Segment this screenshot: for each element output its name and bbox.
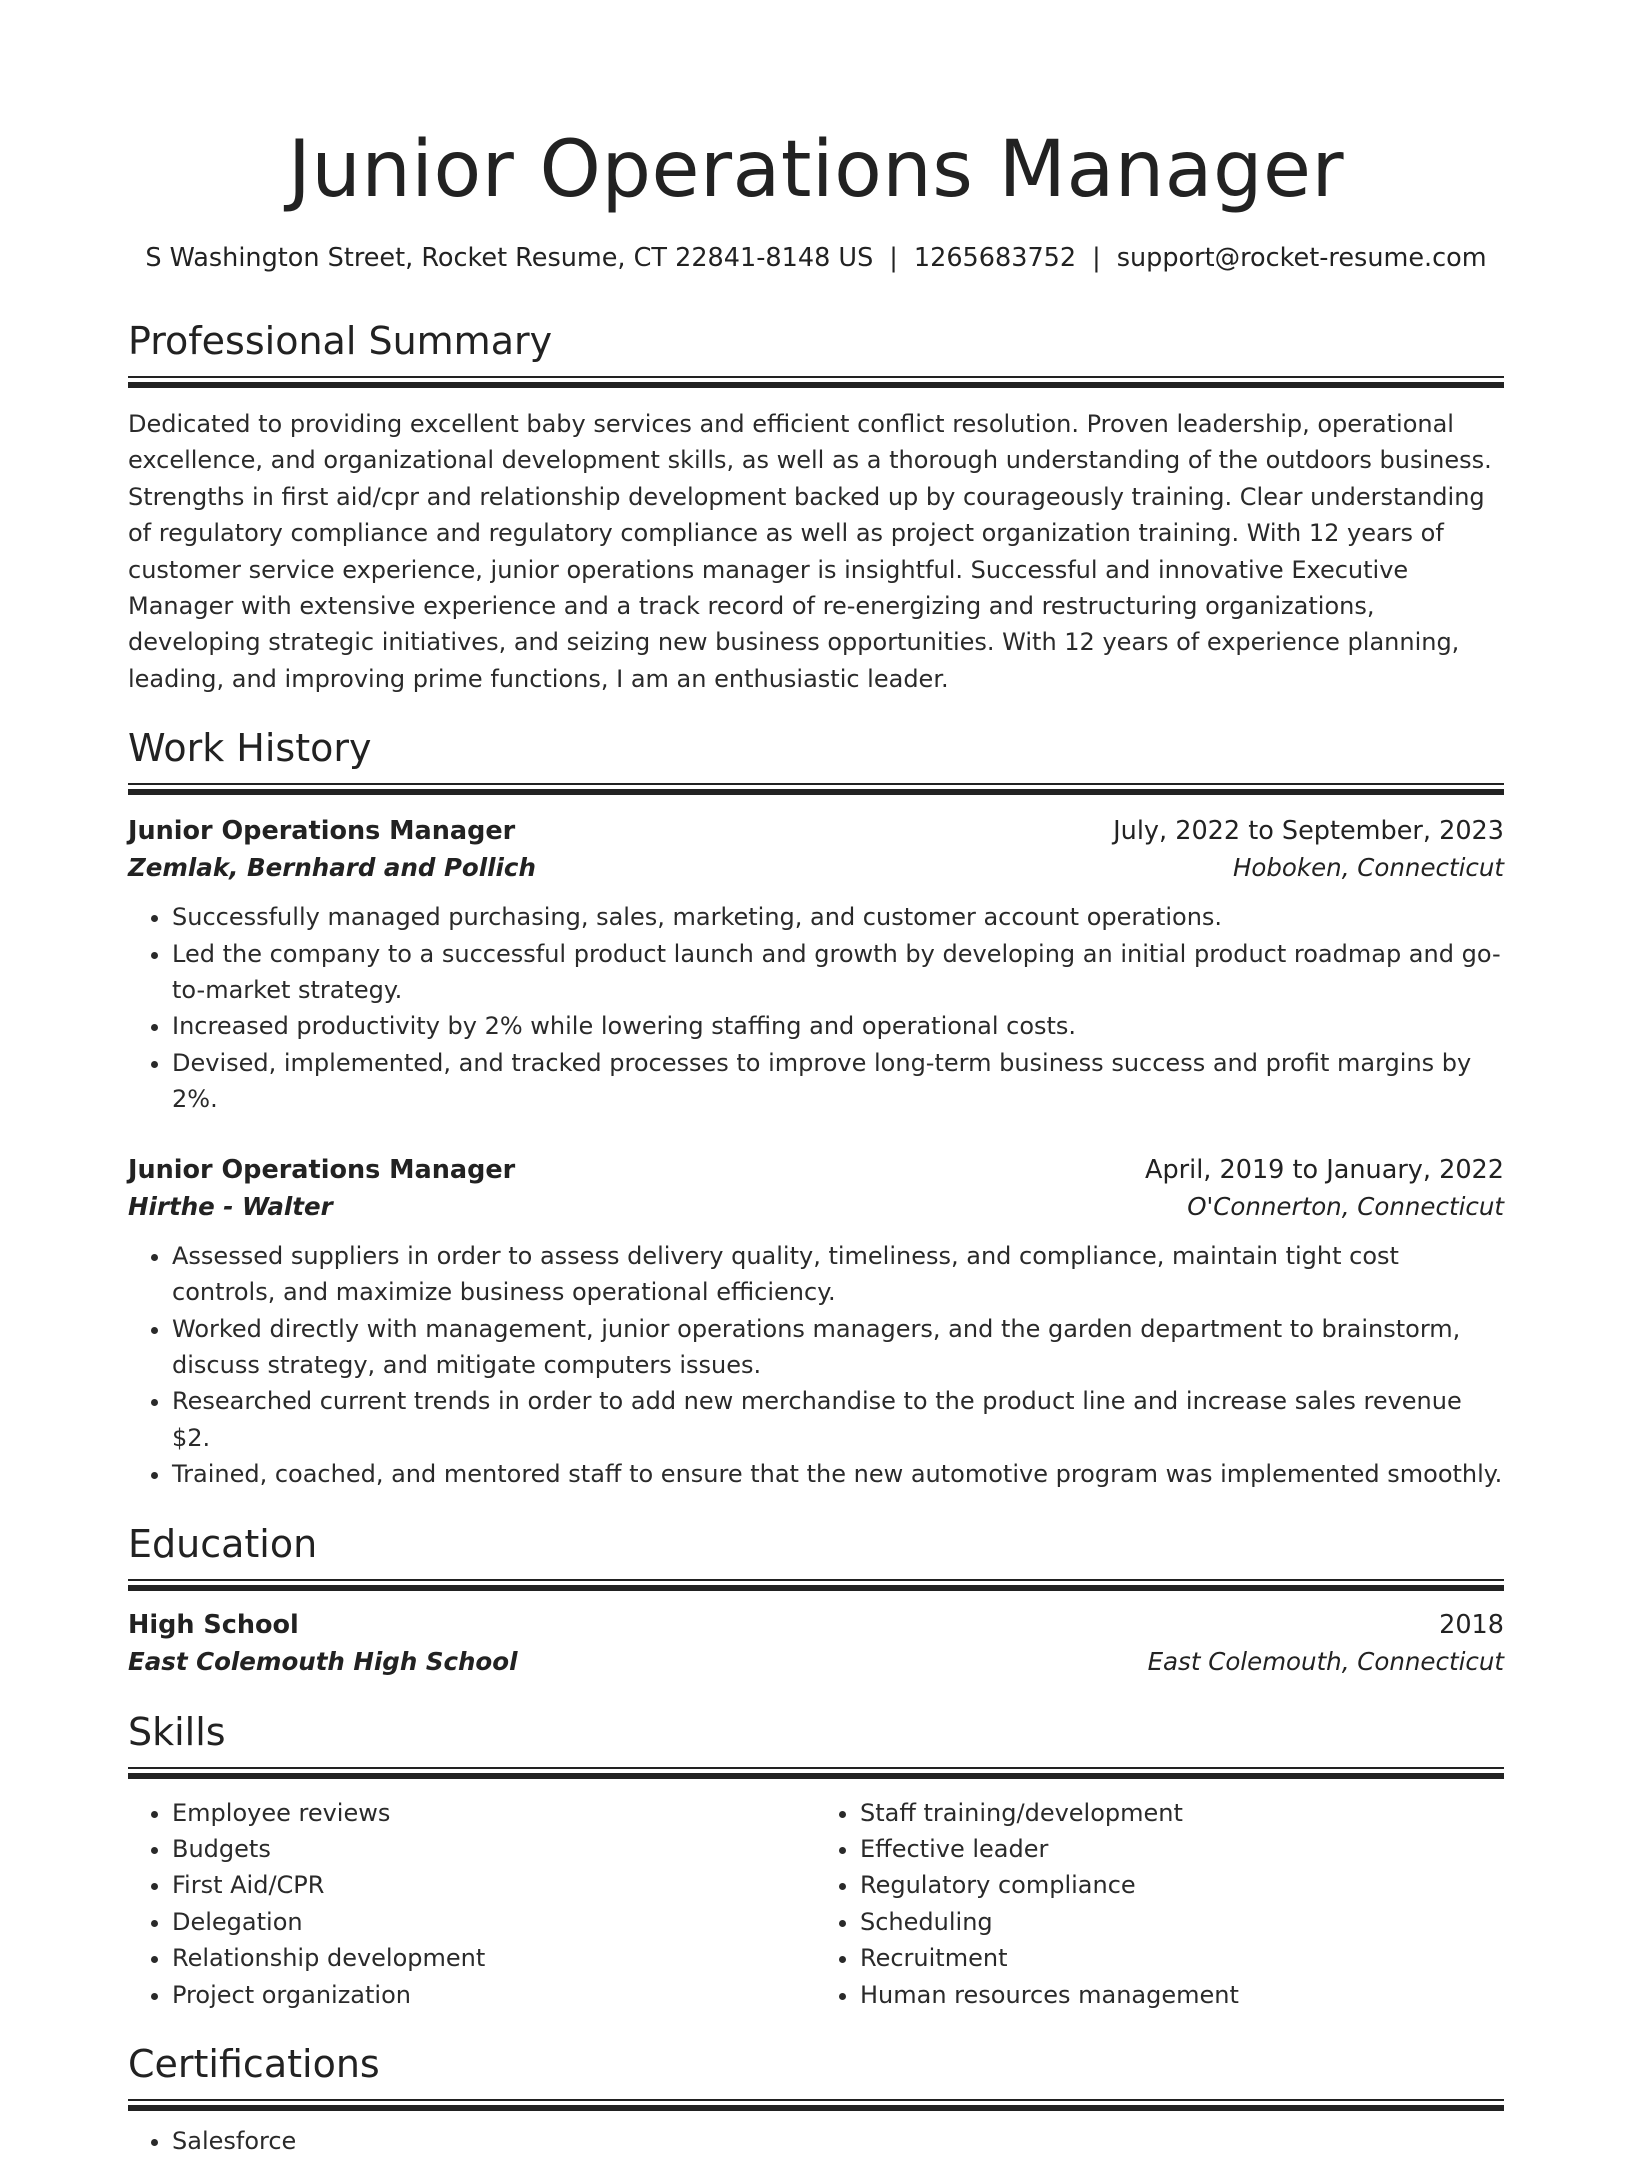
job-bullet: • Increased productivity by 2% while lowering staffing and operational costs. xyxy=(172,1008,1504,1044)
skills-columns xyxy=(128,1795,1504,2013)
section-divider xyxy=(128,783,1504,795)
summary-section xyxy=(128,316,1504,697)
section-title-skills: Skills xyxy=(128,1709,226,1754)
skills-section xyxy=(128,1707,1504,2013)
education-degree: High School xyxy=(128,1609,299,1640)
job-header-row xyxy=(128,1152,1504,1188)
education-section xyxy=(128,1519,1504,1681)
job-location: Hoboken, Connecticut xyxy=(1232,853,1504,883)
job-bullet: • Assessed suppliers in order to assess delivery quality, timeliness, and compliance, maintain tight cost controls, and maximize business operational efficiency. xyxy=(172,1238,1504,1311)
skill-item: • Employee reviews xyxy=(172,1795,816,1831)
job-dates: April, 2019 to January, 2022 xyxy=(1145,1154,1504,1185)
section-divider xyxy=(128,1579,1504,1591)
education-year: 2018 xyxy=(1439,1609,1504,1640)
contact-separator: | xyxy=(1092,243,1101,273)
skill-item: • First Aid/CPR xyxy=(172,1867,816,1903)
skill-item: • Scheduling xyxy=(860,1904,1504,1940)
contact-address: S Washington Street, Rocket Resume, CT 22841-8148 US xyxy=(145,243,874,273)
section-divider xyxy=(128,376,1504,388)
job-entry xyxy=(128,813,1504,1117)
skill-item: • Human resources management xyxy=(860,1977,1504,2013)
certifications-list xyxy=(128,2123,1504,2159)
skill-item: • Budgets xyxy=(172,1831,816,1867)
skill-item: • Recruitment xyxy=(860,1940,1504,1976)
education-header-row xyxy=(128,1607,1504,1643)
skill-item: • Delegation xyxy=(172,1904,816,1940)
section-title-work-history: Work History xyxy=(128,726,372,771)
job-company-row xyxy=(128,849,1504,887)
job-company: Zemlak, Bernhard and Pollich xyxy=(128,853,536,883)
certification-item: • Salesforce xyxy=(172,2123,1504,2159)
contact-phone: 1265683752 xyxy=(913,243,1077,273)
skills-list-right xyxy=(816,1795,1504,2013)
section-title-education: Education xyxy=(128,1521,318,1566)
section-title-summary: Professional Summary xyxy=(128,319,553,363)
section-divider xyxy=(128,2099,1504,2111)
skill-item: • Regulatory compliance xyxy=(860,1867,1504,1903)
skill-item: • Effective leader xyxy=(860,1831,1504,1867)
contact-line xyxy=(128,240,1504,276)
skills-list-left xyxy=(128,1795,816,2013)
job-header-row xyxy=(128,813,1504,849)
job-bullet: • Researched current trends in order to add new merchandise to the product line and increase sales revenue $2. xyxy=(172,1383,1504,1456)
contact-email: support@rocket-resume.com xyxy=(1116,243,1487,273)
job-bullet: • Trained, coached, and mentored staff to ensure that the new automotive program was implemented smoothly. xyxy=(172,1456,1504,1492)
skill-item: • Project organization xyxy=(172,1977,816,2013)
contact-separator: | xyxy=(889,243,898,273)
job-bullet: • Devised, implemented, and tracked processes to improve long-term business success and profit margins by 2%. xyxy=(172,1045,1504,1118)
skill-item: • Relationship development xyxy=(172,1940,816,1976)
skill-item: • Staff training/development xyxy=(860,1795,1504,1831)
education-entry xyxy=(128,1607,1504,1681)
education-location: East Colemouth, Connecticut xyxy=(1147,1646,1504,1676)
job-entry xyxy=(128,1152,1504,1493)
job-location: O'Connerton, Connecticut xyxy=(1187,1191,1504,1221)
job-bullet: • Worked directly with management, junior operations managers, and the garden department to brainstorm, discuss strategy, and mitigate computers issues. xyxy=(172,1311,1504,1384)
resume-name: Junior Operations Manager xyxy=(287,125,1345,215)
job-title: Junior Operations Manager xyxy=(128,816,516,847)
job-bullets xyxy=(128,899,1504,1117)
job-company-row xyxy=(128,1188,1504,1226)
job-company: Hirthe - Walter xyxy=(128,1191,333,1221)
section-divider xyxy=(128,1767,1504,1779)
job-bullet: • Led the company to a successful product launch and growth by developing an initial product roadmap and go-to-market strategy. xyxy=(172,936,1504,1009)
section-title-certifications: Certifications xyxy=(128,2041,380,2086)
education-school-row xyxy=(128,1643,1504,1681)
education-school: East Colemouth High School xyxy=(128,1646,518,1676)
job-bullets xyxy=(128,1238,1504,1493)
work-history-section xyxy=(128,723,1504,1492)
summary-text: Dedicated to providing excellent baby services and efficient conflict resolution. Proven leadership, operational excellence, and organizational development skills, as well as a thorough understanding of the outdoors business. Strengths in first aid/cpr and relationship development backed up by courageously training. Clear understanding of regulatory compliance and regulatory compliance as well as project organization training. With 12 years of customer service experience, junior operations manager is insightful. Successful and innovative Executive Manager with extensive experience and a track record of re-energizing and restructuring organizations, developing strategic initiatives, and seizing new business opportunities. With 12 years of experience planning, leading, and improving prime functions, I am an enthusiastic leader. xyxy=(128,410,1492,693)
job-title: Junior Operations Manager xyxy=(128,1154,516,1185)
job-bullet: • Successfully managed purchasing, sales, marketing, and customer account operations. xyxy=(172,899,1504,935)
certifications-section xyxy=(128,2039,1504,2159)
job-dates: July, 2022 to September, 2023 xyxy=(1113,816,1504,847)
